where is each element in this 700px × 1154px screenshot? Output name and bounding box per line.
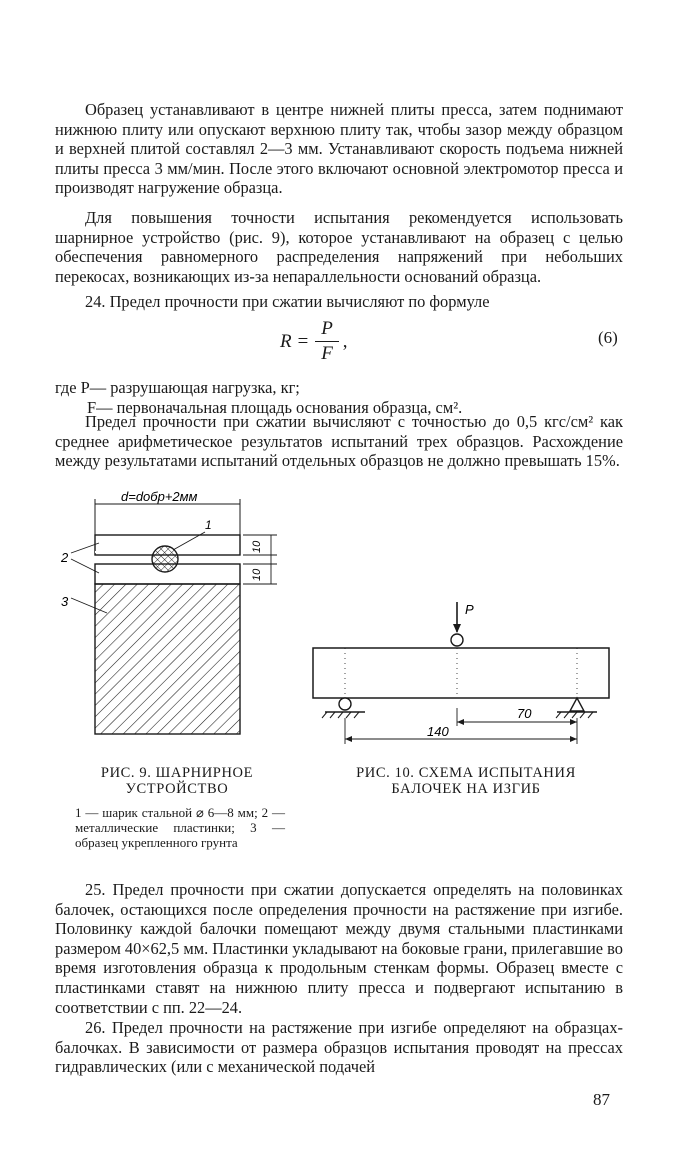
- figure-9-caption: РИС. 9. ШАРНИРНОЕ УСТРОЙСТВО: [100, 765, 254, 797]
- fig9-label-1: 1: [205, 518, 212, 532]
- paragraph-section-25: 25. Предел прочности при сжатии допускается определять на половинках балочек, остающихся после определения прочности на растяжение при изгибе. Половинку каждой балочки помещают между двумя стальными пластинками размером 40×62,5 мм. Пластинки укладывают на боковые грани, прилегавшие во время изготовления образца к продольным стенкам формы. Образец вместе с пластинками ставят на нижнюю плиту пресса и подвергают испытанию в соответствии с пп. 22—24.: [55, 880, 623, 1017]
- page-number: 87: [593, 1090, 610, 1109]
- formula-comma: ,: [342, 330, 348, 352]
- left-support-roller: [339, 698, 351, 710]
- paragraph-section-26: 26. Предел прочности на растяжение при изгибе определяют на образцах-балочках. В зависимости от размера образцов испытания проводят на прессах гидравлических (или с механической подачей: [55, 1018, 623, 1077]
- fig9-dim-10-lower: 10: [251, 568, 263, 581]
- figure-9-hinge-device: [55, 485, 305, 750]
- definition-p: где P— разрушающая нагрузка, кг;: [55, 378, 300, 397]
- formula-fraction: [315, 318, 339, 365]
- figure-9-legend: 1 — шарик стальной ⌀ 6—8 мм; 2 — металлические пластинки; 3 — образец укрепленного грунта: [75, 805, 285, 850]
- fig9-label-2: 2: [61, 550, 69, 565]
- equation-number: (6): [598, 328, 618, 347]
- steel-ball: [152, 546, 178, 572]
- formula-lhs: R =: [280, 330, 310, 352]
- paragraph-sample-placement: Образец устанавливают в центре нижней плиты пресса, затем поднимают нижнюю плиту или опускают верхнюю плиту так, чтобы зазор между образцом и верхней плитой составлял 2—3 мм. Устанавливают скорость подъема нижней плиты пресса 3 мм/мин. После этого включают основной электромотор пресса и производят нагружение образца.: [55, 100, 623, 198]
- formula-denominator: F: [321, 343, 333, 364]
- paragraph-section-24: 24. Предел прочности при сжатии вычисляют по формуле: [85, 292, 490, 311]
- paragraph-hinge-device: Для повышения точности испытания рекомендуется использовать шарнирное устройство (рис. 9), которое устанавливают на образец с целью обеспечения равномерного распределения напряжений при небольших перекосах, возникающих из-за непараллельности оснований образца.: [55, 208, 623, 286]
- definition-f: F— первоначальная площадь основания образца, см².: [87, 398, 463, 417]
- fig10-load-label: P: [465, 602, 474, 617]
- fig9-dimension-label: d=dобр+2мм: [121, 489, 198, 504]
- load-roller: [451, 634, 463, 646]
- formula-numerator: P: [315, 318, 339, 342]
- figure-10-bending-scheme: [305, 598, 625, 748]
- figure-10-caption: РИС. 10. СХЕМА ИСПЫТАНИЯ БАЛОЧЕК НА ИЗГИБ: [356, 765, 576, 797]
- formula-6: [280, 318, 348, 365]
- fig10-dim-70: 70: [517, 706, 532, 721]
- paragraph-precision: Предел прочности при сжатии вычисляют с точностью до 0,5 кгс/см² как среднее арифметическое результатов испытаний трех образцов. Расхождение между результатами испытаний отдельных образцов не должно превышать 15%.: [55, 412, 623, 471]
- fig9-label-3: 3: [61, 594, 69, 609]
- right-support: [570, 698, 584, 711]
- fig10-dim-140: 140: [427, 724, 449, 739]
- fig9-dim-10-upper: 10: [251, 540, 263, 553]
- test-beam: [313, 648, 609, 698]
- soil-sample: [95, 584, 240, 734]
